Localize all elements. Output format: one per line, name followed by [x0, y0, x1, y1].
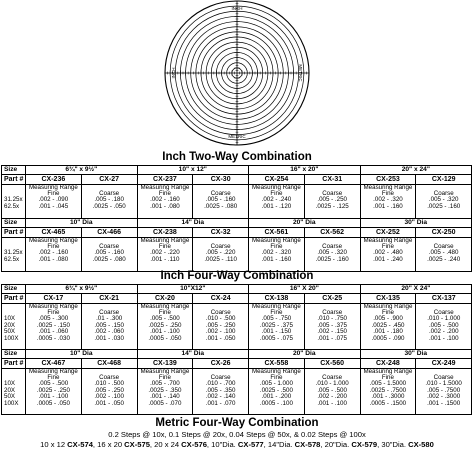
part-label: Part #: [2, 227, 26, 237]
part-number: CX-562: [304, 227, 360, 237]
part-number: CX-26: [193, 358, 249, 368]
spec-table: [1, 218, 472, 272]
measuring-range-cell: Measuring Range Fine .002 - .090 .001 - .045: [26, 184, 82, 218]
metric-part-number: CX-575: [124, 440, 150, 449]
magnification-labels: 31.25x 62.5x: [2, 184, 26, 218]
part-number: CX-561: [249, 227, 305, 237]
measuring-range-cell: Coarse .005 - .250 .0025 - .125: [304, 184, 360, 218]
part-number: CX-253: [360, 174, 416, 184]
metric-size-text: , 10"Dia.: [206, 440, 238, 449]
part-label: Part #: [2, 293, 26, 303]
spec-table: [1, 284, 472, 350]
measuring-range-cell: Coarse .005 - .160 .0025 - .080: [193, 184, 249, 218]
part-number: CX-31: [304, 174, 360, 184]
magnification-labels: 31.25x 62.5x: [2, 237, 26, 271]
metric-steps-line: 0.2 Steps @ 10x, 0.1 Steps @ 20x, 0.04 Steps @ 50x, & 0.02 Steps @ 100x: [108, 430, 366, 439]
measuring-range-cell: Measuring Range Fine .002 - .240 .001 - .120: [249, 184, 305, 218]
part-number: CX-468: [81, 358, 137, 368]
reticle-size: 6¾" x 9½": [26, 166, 138, 175]
part-number: CX-249: [416, 358, 472, 368]
part-number: CX-17: [26, 293, 82, 303]
measuring-range-cell: Measuring Range Fine .005 - .300 .0025 - .150 .001 - .060 .0005 - .030: [26, 303, 82, 349]
part-number: CX-20: [137, 293, 193, 303]
part-number: CX-32: [193, 227, 249, 237]
measuring-range-cell: Measuring Range Fine .002 - .160 .001 - .080: [137, 184, 193, 218]
metric-part-number: CX-580: [408, 440, 434, 449]
part-number: CX-236: [26, 174, 82, 184]
measuring-range-cell: Measuring Range Fine .005 - .700 .0025 - .350 .001 - .140 .0005 - .070: [137, 368, 193, 414]
metric-section-title: Metric Four-Way Combination: [155, 417, 319, 429]
part-number: CX-138: [249, 293, 305, 303]
part-number: CX-135: [360, 293, 416, 303]
metric-part-number: CX-577: [237, 440, 264, 449]
part-number: CX-465: [26, 227, 82, 237]
reticle-size: 30" Dia: [360, 219, 472, 228]
part-number: CX-248: [360, 358, 416, 368]
part-number: CX-254: [249, 174, 305, 184]
part-number: CX-250: [416, 227, 472, 237]
measuring-range-cell: Coarse .005 - .480 .0025 - .240: [416, 237, 472, 271]
magnification-labels: 10X 20X 50X 100X: [2, 368, 26, 414]
part-number: CX-30: [193, 174, 249, 184]
measuring-range-cell: Coarse .005 - .320 .0025 - .160: [416, 184, 472, 218]
section-title: Inch Four-Way Combination: [160, 270, 314, 282]
part-number: CX-560: [304, 358, 360, 368]
part-number: CX-25: [304, 293, 360, 303]
measuring-range-cell: Measuring Range Fine .005 - 1.5000 .0025 - .7500 .001 - .3000 .0005 - .1500: [360, 368, 416, 414]
reticle-size: 16" X 20": [249, 285, 361, 294]
part-number: CX-21: [81, 293, 137, 303]
measuring-range-cell: Coarse .010 - 1.000 .005 - .500 .002 - .200 .001 - .100: [416, 303, 472, 349]
size-label: Size: [2, 166, 26, 175]
measuring-range-cell: Measuring Range Fine .005 - 1.000 .0025 - .500 .001 - .200 .0005 - .100: [249, 368, 305, 414]
reticle-size: 6¾" x 9½": [26, 285, 138, 294]
part-number: CX-467: [26, 358, 82, 368]
measuring-range-cell: Measuring Range Fine .005 - .900 .0025 - .450 .001 - .180 .0005 - .090: [360, 303, 416, 349]
reticle-size: 30" Dia: [360, 350, 472, 359]
measuring-range-cell: Measuring Range Fine .002 - .320 .001 - .160: [360, 184, 416, 218]
metric-size-text: , 20"Dia.: [320, 440, 352, 449]
metric-size-text: , 16 x 20: [92, 440, 125, 449]
metric-size-text: , 14"Dia.: [263, 440, 295, 449]
reticle-chart-image: [0, 0, 474, 150]
metric-part-number: CX-579: [351, 440, 378, 449]
part-number: CX-27: [81, 174, 137, 184]
magnification-labels: 10X 20X 50X 100X: [2, 303, 26, 349]
reticle-size: 20" Dia: [249, 219, 361, 228]
measuring-range-cell: Coarse .005 - .160 .0025 - .080: [81, 237, 137, 271]
part-number: CX-466: [81, 227, 137, 237]
measuring-range-cell: Measuring Range Fine .002 - .320 .001 - .160: [249, 237, 305, 271]
metric-part-number: CX-574: [67, 440, 93, 449]
size-label: Size: [2, 285, 26, 294]
measuring-range-cell: Coarse .010 - .700 .005 - .350 .002 - .140 .001 - .070: [193, 368, 249, 414]
measuring-range-cell: Coarse .010 - .500 .005 - .250 .002 - .100 .001 - .050: [81, 368, 137, 414]
section-title: Inch Two-Way Combination: [162, 151, 312, 163]
spec-table: [1, 165, 472, 219]
measuring-range-cell: Coarse .005 - .180 .0025 - .050: [81, 184, 137, 218]
part-number: CX-237: [137, 174, 193, 184]
reticle-size: 10" Dia: [26, 350, 138, 359]
reticle-size: 20" Dia: [249, 350, 361, 359]
measuring-range-cell: Coarse .010 - .750 .005 - .375 .002 - .150 .001 - .075: [304, 303, 360, 349]
measuring-range-cell: Measuring Range Fine .005 - .500 .0025 - .250 .001 - .100 .0005 - .050: [137, 303, 193, 349]
part-number: CX-137: [416, 293, 472, 303]
measuring-range-cell: Coarse .010 - .500 .005 - .250 .002 - .100 .001 - .050: [193, 303, 249, 349]
reticle-scale-label: METRIC: [298, 64, 303, 82]
measuring-range-cell: Coarse .010 - 1.000 .005 - .500 .002 - .200 .001 - .100: [304, 368, 360, 414]
metric-part-number: CX-576: [181, 440, 207, 449]
reticle-scale-label: INCH: [231, 6, 243, 11]
part-number: CX-24: [193, 293, 249, 303]
measuring-range-cell: Measuring Range Fine .002 - .220 .001 - .110: [137, 237, 193, 271]
part-label: Part #: [2, 174, 26, 184]
metric-size-text: , 30"Dia.: [377, 440, 409, 449]
measuring-range-cell: Coarse .005 - .320 .0025 - .160: [304, 237, 360, 271]
reticle-scale-label: INCH: [171, 67, 176, 79]
reticle-scale-label: METRIC: [228, 134, 246, 139]
reticle-size: 20" X 24": [360, 285, 472, 294]
part-number: CX-129: [416, 174, 472, 184]
metric-part-number: CX-578: [294, 440, 321, 449]
measuring-range-cell: Coarse .010 - 1.5000 .005 - .7500 .002 - .3000 .001 - .1500: [416, 368, 472, 414]
measuring-range-cell: Measuring Range Fine .005 - .500 .0025 - .250 .001 - .100 .0005 - .050: [26, 368, 82, 414]
part-number: CX-558: [249, 358, 305, 368]
metric-size-text: 10 x 12: [40, 440, 68, 449]
part-number: CX-238: [137, 227, 193, 237]
size-label: Size: [2, 350, 26, 359]
metric-size-text: , 20 x 24: [149, 440, 182, 449]
part-label: Part #: [2, 358, 26, 368]
measuring-range-cell: Measuring Range Fine .002 - .160 .001 - .080: [26, 237, 82, 271]
metric-parts-line: [0, 440, 474, 449]
spec-table: [1, 349, 472, 415]
part-number: CX-139: [137, 358, 193, 368]
measuring-range-cell: Coarse .01 - .300 .005 - .150 .002 - .060 .001 - .030: [81, 303, 137, 349]
reticle-size: 10"X12": [137, 285, 249, 294]
reticle-size: 20" x 24": [360, 166, 472, 175]
reticle-size: 10" x 12": [137, 166, 249, 175]
measuring-range-cell: Measuring Range Fine .002 - .480 .001 - .240: [360, 237, 416, 271]
part-number: CX-252: [360, 227, 416, 237]
size-label: Size: [2, 219, 26, 228]
measuring-range-cell: Measuring Range Fine .005 - .750 .0025 - .375 .001 - .150 .0005 - .075: [249, 303, 305, 349]
concentric-reticle-graphic: [0, 0, 474, 150]
measuring-range-cell: Coarse .005 - .220 .0025 - .110: [193, 237, 249, 271]
reticle-size: 14" Dia: [137, 350, 249, 359]
reticle-size: 14" Dia: [137, 219, 249, 228]
reticle-size: 16" x 20": [249, 166, 361, 175]
reticle-size: 10" Dia: [26, 219, 138, 228]
